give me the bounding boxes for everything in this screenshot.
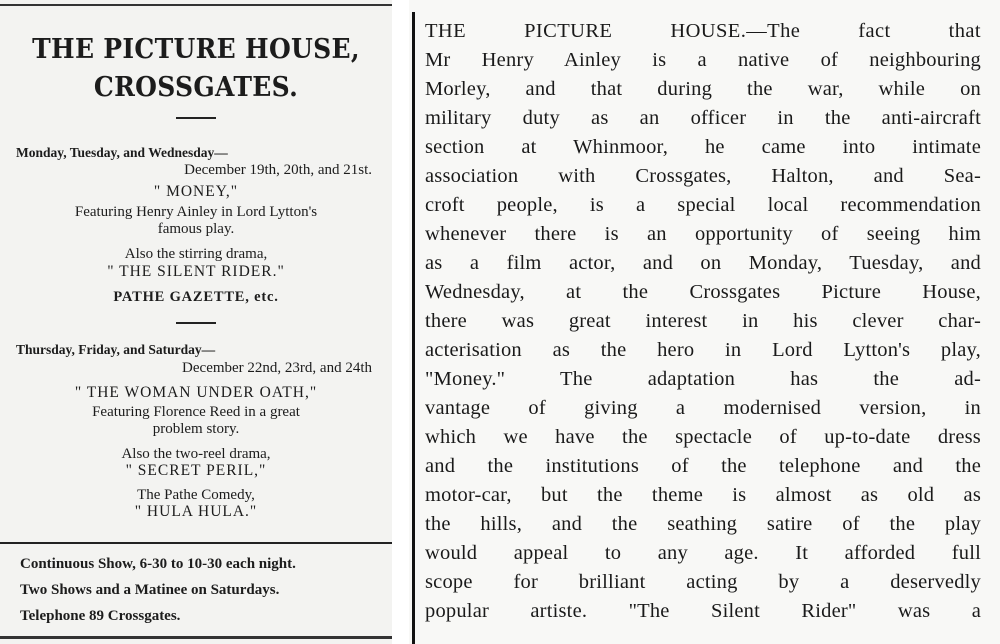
footer-line2: Two Shows and a Matinee on Saturdays. <box>20 582 280 598</box>
week2-feature: " THE WOMAN UNDER OATH," <box>74 384 318 401</box>
article-line: whenever there is an opportunity of seeing him <box>425 223 981 245</box>
article-line: croft people, is a special local recommendation <box>425 194 981 216</box>
article-line: military duty as an officer in the anti-aircraft <box>425 107 981 129</box>
article-line: Mr Henry Ainley is a native of neighbouring <box>425 49 981 71</box>
week1-dates: December 19th, 20th, and 21st. <box>184 162 372 178</box>
article-line: the hills, and the seathing satire of the play <box>425 513 981 535</box>
week1-second-feature: " THE SILENT RIDER." <box>107 263 285 280</box>
advert-title-line1: THE PICTURE HOUSE, <box>32 32 360 65</box>
article-line: vantage of giving a modernised version, in <box>425 397 981 419</box>
week2-dates: December 22nd, 23rd, and 24th <box>182 360 372 376</box>
article-line: Wednesday, at the Crossgates Picture House, <box>425 281 981 303</box>
article-line: would appeal to any age. It afforded full <box>425 542 981 564</box>
week1-feature: " MONEY," <box>153 183 239 200</box>
article-line: and the institutions of the telephone and the <box>425 455 981 477</box>
article-line: motor-car, but the theme is almost as old as <box>425 484 981 506</box>
footer-divider <box>0 542 392 544</box>
week1-credit-line1: Featuring Henry Ainley in Lord Lytton's <box>74 204 318 220</box>
week-divider <box>176 322 216 324</box>
article-line: "Money." The adaptation has the ad- <box>425 368 981 390</box>
week2-credit-line1: Featuring Florence Reed in a great <box>92 404 300 420</box>
week2-also-line: Also the two-reel drama, <box>121 446 271 462</box>
article-line: THE PICTURE HOUSE.—The fact that <box>425 20 981 42</box>
bottom-rule <box>0 636 392 639</box>
week2-comedy-title: " HULA HULA." <box>134 503 258 520</box>
column-divider <box>412 12 415 644</box>
article-line: as a film actor, and on Monday, Tuesday, and <box>425 252 981 274</box>
week2-credit-line2: problem story. <box>152 421 240 437</box>
article-line: which we have the spectacle of up-to-date dress <box>425 426 981 448</box>
footer-line1: Continuous Show, 6-30 to 10-30 each night. <box>20 556 296 572</box>
title-divider <box>176 117 216 119</box>
week2-comedy-line: The Pathe Comedy, <box>137 487 255 503</box>
week1-also-line: Also the stirring drama, <box>124 246 268 262</box>
week1-credit-line2: famous play. <box>157 221 235 237</box>
article-line: section at Whinmoor, he came into intimate <box>425 136 981 158</box>
week2-days: Thursday, Friday, and Saturday— <box>16 342 216 357</box>
article-line: there was great interest in his clever char- <box>425 310 981 332</box>
week1-extra: PATHE GAZETTE, etc. <box>113 289 279 305</box>
top-rule <box>0 4 392 6</box>
advert-column <box>0 0 392 644</box>
article-line: popular artiste. "The Silent Rider" was a <box>425 600 981 622</box>
article-column <box>409 0 1000 644</box>
article-line: association with Crossgates, Halton, and Sea- <box>425 165 981 187</box>
week2-second-feature: " SECRET PERIL," <box>125 462 267 479</box>
article-line: Morley, and that during the war, while on <box>425 78 981 100</box>
article-line: scope for brilliant acting by a deservedly <box>425 571 981 593</box>
advert-title-line2: CROSSGATES. <box>93 70 299 103</box>
week1-days: Monday, Tuesday, and Wednesday— <box>16 145 228 160</box>
footer-line3: Telephone 89 Crossgates. <box>20 608 181 624</box>
article-line: acterisation as the hero in Lord Lytton's play, <box>425 339 981 361</box>
